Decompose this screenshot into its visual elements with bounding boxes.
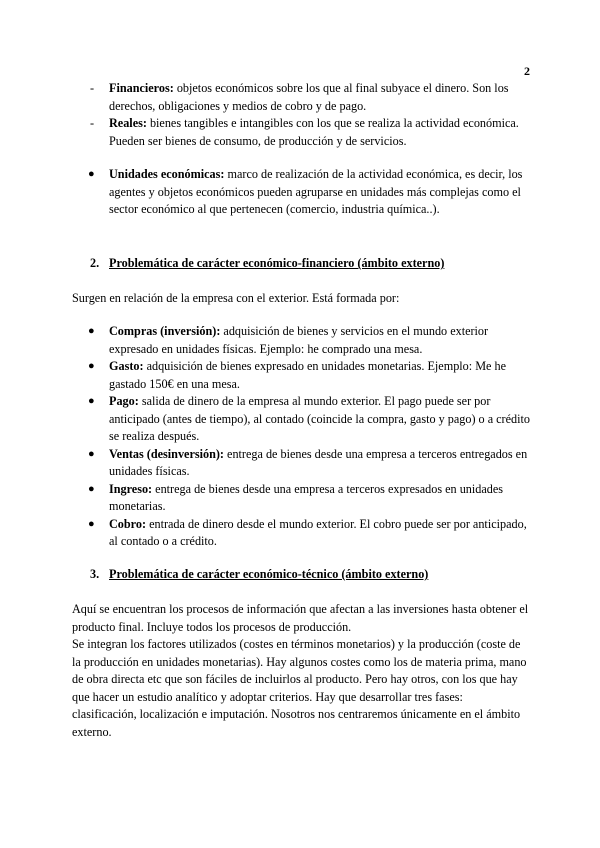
term-label: Financieros: xyxy=(109,81,174,95)
item-text: marco de realización de la actividad económica, es decir, los agentes y objetos económicos pueden agruparse en unidades más complejas como el sector económico al que pertenecen (comercio, industria química..). xyxy=(109,167,523,216)
item-text: entrega de bienes desde una empresa a terceros entregados en unidades físicas. xyxy=(109,446,528,478)
section-number: 3. xyxy=(90,567,100,581)
term-label: Gasto: xyxy=(109,359,144,373)
list-item-cobro xyxy=(72,516,530,551)
section-3-body xyxy=(72,601,530,741)
dash-list xyxy=(72,80,530,150)
list-item-ingreso xyxy=(72,481,530,516)
list-item-gasto xyxy=(72,358,530,393)
list-item-ventas xyxy=(72,446,530,481)
section-3-heading xyxy=(72,566,530,584)
bullet-icon: ● xyxy=(88,482,95,495)
item-text: salida de dinero de la empresa al mundo exterior. El pago puede ser por anticipado (antes de tiempo), al contado (coincide la compra, gasto y pago) o a crédito se realiza después. xyxy=(109,394,530,443)
term-label: Compras (inversión): xyxy=(109,324,221,338)
bullet-icon: ● xyxy=(88,447,95,460)
bullet-icon: ● xyxy=(88,325,95,337)
list-item-unidades xyxy=(72,166,530,219)
dash-marker: - xyxy=(90,81,95,95)
item-text: entrada de dinero desde el mundo exterior. El cobro puede ser por anticipado, al contado o a crédito. xyxy=(109,516,527,548)
body-paragraph: Se integran los factores utilizados (costes en términos monetarios) y la producción (coste de la producción en unidades monetarias). Hay algunos costes como los de materia prima, mano de obra directa etc que son fáciles de incluirlos al producto. Pero hay otros, con los que hay que hacer un estudio analítico y adoptar criterios. Hay que desarrollar tres fases: clasificación, localización e imputación. Nosotros nos centraremos únicamente en el ámbito externo. xyxy=(72,637,527,739)
page-number: 2 xyxy=(524,64,530,78)
list-item-compras xyxy=(72,323,530,358)
item-text: entrega de bienes desde una empresa a terceros expresados en unidades monetarias. xyxy=(109,481,504,513)
bullet-icon: ● xyxy=(88,395,95,407)
unidades-block xyxy=(72,166,530,219)
term-label: Reales: xyxy=(109,116,147,130)
section-2-intro xyxy=(72,290,530,308)
list-item-reales xyxy=(72,115,530,150)
term-label: Unidades económicas: xyxy=(109,167,225,181)
list-item-financieros xyxy=(72,80,530,115)
intro-paragraph: Surgen en relación de la empresa con el exterior. Está formada por: xyxy=(72,291,400,305)
list-item-pago xyxy=(72,393,530,446)
section-title: Problemática de carácter económico-financiero (ámbito externo) xyxy=(109,256,445,270)
body-paragraph: Aquí se encuentran los procesos de información que afectan a las inversiones hasta obtener el producto final. Incluye todos los procesos de producción. xyxy=(72,602,529,634)
item-text: adquisición de bienes expresado en unidades monetarias. Ejemplo: Me he gastado 150€ en una mesa. xyxy=(109,359,507,391)
item-text: adquisición de bienes y servicios en el mundo exterior expresado en unidades físicas. Ejemplo: he comprado una mesa. xyxy=(109,324,489,356)
term-label: Cobro: xyxy=(109,516,147,531)
dash-marker: - xyxy=(90,116,95,130)
bullet-icon: ● xyxy=(88,360,95,372)
term-label: Pago: xyxy=(109,394,139,408)
term-label: Ventas (desinversión): xyxy=(109,446,224,461)
section-2-heading xyxy=(72,255,530,273)
item-text: bienes tangibles e intangibles con los que se realiza la actividad económica. Pueden ser bienes de consumo, de producción y de servicios. xyxy=(109,116,519,148)
section-2-list xyxy=(72,323,530,551)
section-title: Problemática de carácter económico-técnico (ámbito externo) xyxy=(109,567,429,581)
item-text: objetos económicos sobre los que al final subyace el dinero. Son los derechos, obligaciones y medios de cobro y de pago. xyxy=(109,81,509,113)
section-number: 2. xyxy=(90,256,100,270)
term-label: Ingreso: xyxy=(109,481,153,496)
bullet-icon: ● xyxy=(88,517,95,530)
bullet-icon: ● xyxy=(88,168,95,180)
